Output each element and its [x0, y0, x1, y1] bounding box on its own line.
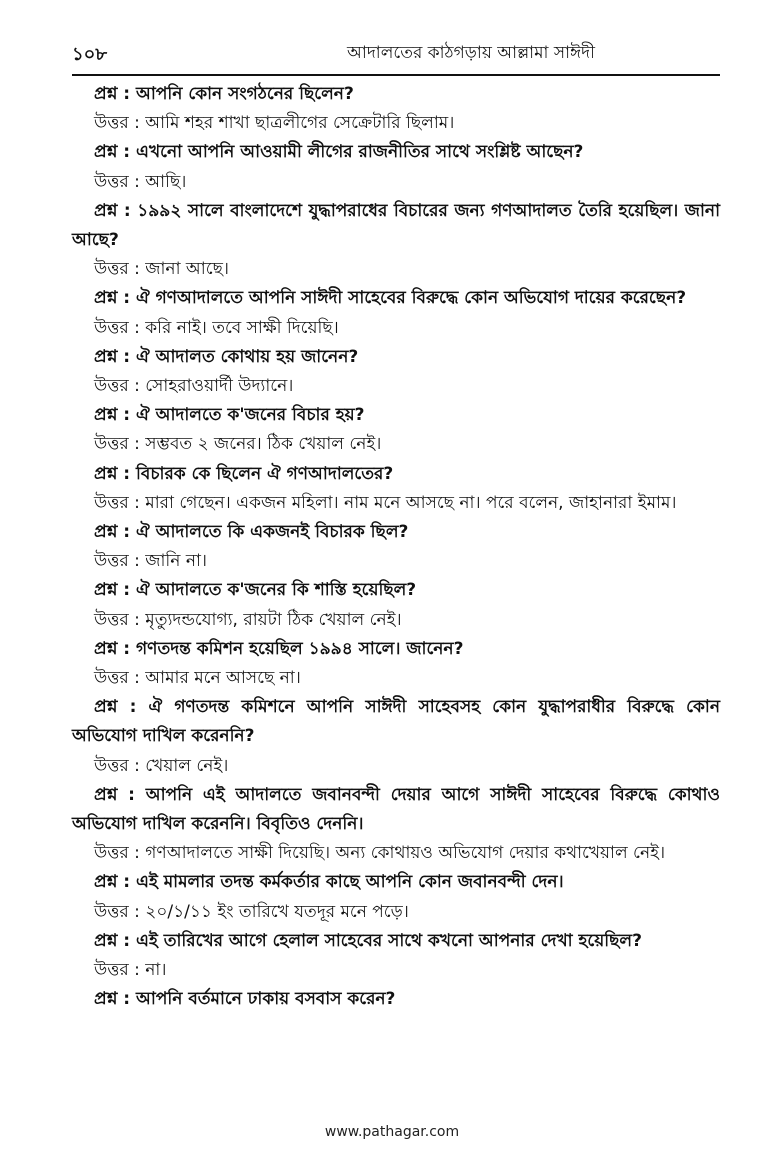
answer-paragraph: উত্তর : সম্ভবত ২ জনের। ঠিক খেয়াল নেই।	[94, 434, 382, 455]
answer-paragraph: উত্তর : সোহরাওয়ার্দী উদ্যানে।	[94, 376, 294, 397]
page-header	[72, 40, 720, 76]
answer-paragraph: উত্তর : ২০/১/১১ ইং তারিখে যতদূর মনে পড়ে।	[94, 901, 409, 922]
answer-paragraph: উত্তর : জানা আছে।	[94, 259, 229, 280]
question-paragraph: প্রশ্ন : ঐ গণতদন্ত কমিশনে আপনি সাঈদী সাহেবসহ কোন যুদ্ধাপরাধীর বিরুদ্ধে কোন অভিযোগ দাখিল করেননি?	[72, 697, 720, 747]
footer-url[interactable]: www.pathagar.com	[324, 1124, 460, 1140]
answer-paragraph: উত্তর : আমি শহর শাখা ছাত্রলীগের সেক্রেটারি ছিলাম।	[94, 113, 455, 134]
answer-paragraph: উত্তর : না।	[94, 960, 167, 981]
question-paragraph: প্রশ্ন : ১৯৯২ সালে বাংলাদেশে যুদ্ধাপরাধের বিচারের জন্য গণআদালত তৈরি হয়েছিল। জানা আছে?	[72, 200, 720, 251]
question-paragraph: প্রশ্ন : এখনো আপনি আওয়ামী লীগের রাজনীতির সাথে সংশ্লিষ্ট আছেন?	[94, 142, 584, 163]
running-title: আদালতের কাঠগড়ায় আল্লামা সাঈদী	[347, 43, 595, 63]
question-paragraph: প্রশ্ন : এই তারিখের আগে হেলাল সাহেবের সাথে কখনো আপনার দেখা হয়েছিল?	[94, 930, 642, 951]
answer-paragraph: উত্তর : গণআদালতে সাক্ষী দিয়েছি। অন্য কোথায়ও অভিযোগ দেয়ার কথাখেয়াল নেই।	[94, 843, 666, 864]
question-paragraph: প্রশ্ন : আপনি কোন সংগঠনের ছিলেন?	[94, 84, 354, 104]
question-paragraph: প্রশ্ন : গণতদন্ত কমিশন হয়েছিল ১৯৯৪ সালে। জানেন?	[94, 638, 464, 659]
page-body	[72, 80, 720, 1015]
question-paragraph: প্রশ্ন : বিচারক কে ছিলেন ঐ গণআদালতের?	[94, 463, 394, 484]
question-paragraph: প্রশ্ন : ঐ আদালতে ক'জনের বিচার হয়?	[94, 405, 365, 426]
question-paragraph: প্রশ্ন : ঐ আদালত কোথায় হয় জানেন?	[94, 346, 359, 367]
question-paragraph: প্রশ্ন : এই মামলার তদন্ত কর্মকর্তার কাছে আপনি কোন জবানবন্দী দেন।	[94, 872, 564, 893]
answer-paragraph: উত্তর : জানি না।	[94, 551, 207, 572]
answer-paragraph: উত্তর : আছি।	[94, 171, 187, 192]
answer-paragraph: উত্তর : আমার মনে আসছে না।	[94, 668, 301, 689]
question-paragraph: প্রশ্ন : আপনি এই আদালতে জবানবন্দী দেয়ার আগে সাঈদী সাহেবের বিরুদ্ধে কোথাও অভিযোগ দাখিল করেননি। বিবৃতিও দেননি।	[72, 784, 720, 835]
question-paragraph: প্রশ্ন : ঐ আদালতে ক'জনের কি শাস্তি হয়েছিল?	[94, 580, 417, 601]
answer-paragraph: উত্তর : মৃত্যুদন্ডযোগ্য, রায়টা ঠিক খেয়াল নেই।	[94, 609, 402, 630]
answer-paragraph: উত্তর : খেয়াল নেই।	[94, 755, 229, 776]
answer-paragraph: উত্তর : করি নাই। তবে সাক্ষী দিয়েছি।	[94, 317, 339, 338]
question-paragraph: প্রশ্ন : ঐ গণআদালতে আপনি সাঈদী সাহেবের বিরুদ্ধে কোন অভিযোগ দায়ের করেছেন?	[94, 288, 687, 309]
page-number: ১০৮	[72, 44, 108, 65]
question-paragraph: প্রশ্ন : ঐ আদালতে কি একজনই বিচারক ছিল?	[94, 522, 409, 543]
answer-paragraph: উত্তর : মারা গেছেন। একজন মহিলা। নাম মনে আসছে না। পরে বলেন, জাহানারা ইমাম।	[94, 492, 677, 513]
question-paragraph: প্রশ্ন : আপনি বর্তমানে ঢাকায় বসবাস করেন?	[94, 989, 396, 1010]
